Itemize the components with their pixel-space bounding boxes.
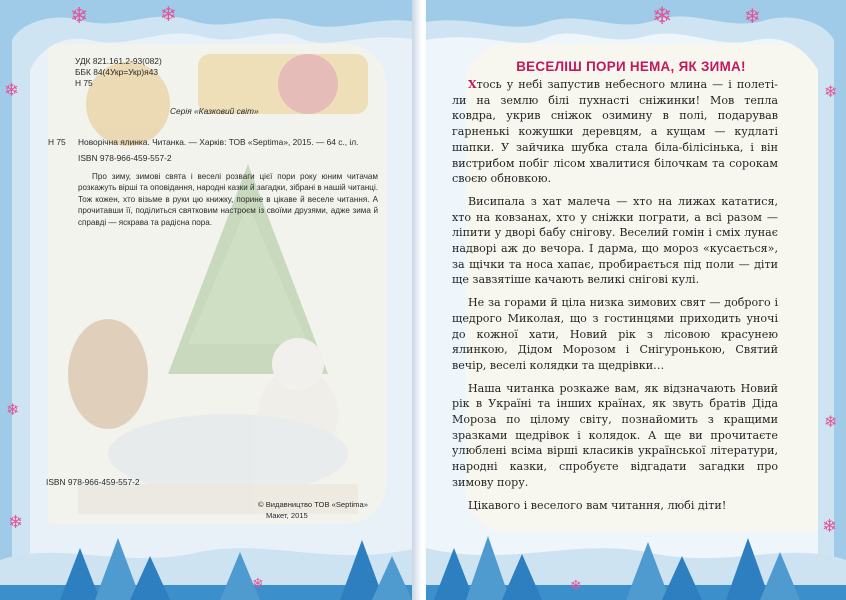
series-name: Серія «Казковий світ»	[170, 106, 259, 116]
page-title: ВЕСЕЛІШ ПОРИ НЕМА, ЯК ЗИМА!	[516, 59, 746, 74]
udk-code: УДК 821.161.2-93(082)	[75, 56, 162, 66]
paragraph-3: Не за горами й ціла низка зимових свят — доброго і щедрого Миколая, що з гостинцями приходить уночі до кожної хати, Новий рік з лісовою красунею ялинкою, Дідом Морозом і Снігуронькою, Святий вечір, веселі колядки та щедрівки…	[452, 296, 778, 372]
snowflake-icon: ❄	[70, 4, 89, 29]
snowflake-icon: ❄	[6, 400, 20, 419]
paragraph-1-text: тось у небі запустив небесного млина — і полеті-ли на землю білі пухнасті сніжинки! Мов тепла ковдра, укрив сніжок озимину в полі, подарував гарненькі кожушки деревцям, а кущам — кудлаті шапки. У зайчика шубка стала біла-білісінька, і він вистрибом побіг лісом хвалитися білочкам та сорокам своєю обновкою.	[452, 78, 778, 186]
layout-credit: Макет, 2015	[266, 511, 308, 520]
snowflake-icon: ❄	[744, 4, 761, 28]
snowflake-icon: ❄	[652, 2, 673, 30]
author-sign: Н 75	[75, 78, 93, 88]
snowflake-icon: ❄	[824, 412, 838, 431]
bbk-code: ББК 84(4Укр=Укр)я43	[75, 67, 159, 77]
drop-cap: Х	[468, 78, 477, 91]
paragraph-2: Висипала з хат малеча — хто на лижах кататися, хто на ковзанах, хто у сніжки пограти, а всі разом — ліпити у дворі бабу снігову. Веселий гомін і сміх лунає надворі аж до вечора. І дарма, що мороз «кусається», за щічки та носа хапає, пробирається під поли — діти ще завзятіше качають великі снігові кулі.	[452, 194, 778, 287]
copyright-line: © Видавництво ТОВ «Septima»	[258, 500, 368, 509]
paragraph-5: Цікавого і веселого вам читання, любі діти!	[468, 498, 727, 512]
author-sign-code: Н 75	[48, 137, 66, 147]
annotation-paragraph: Про зиму, зимові свята і веселі розваги цієї пори року юним читачам розкажуть вірші та оповідання, народні казки й загадки, зібрані в нашій читанці. Тож кожен, хто візьме в руки цю книжку, поринe в цікаве й веселе читання. А прочитавши її, поділиться святковим настроєм із своїми друзями, адже зима й справді — яскрава та радісна пора.	[78, 172, 378, 227]
paragraph-1	[452, 77, 778, 187]
bibliographic-text: Новорічна ялинка. Читанка. — Харків: ТОВ «Septima», 2015. — 64 с., іл.	[78, 137, 359, 147]
left-page	[0, 0, 418, 600]
isbn-bottom: ISBN 978-966-459-557-2	[46, 477, 140, 487]
snowflake-icon: ❄	[570, 578, 582, 594]
snowflake-icon: ❄	[824, 82, 838, 101]
snowflake-icon: ❄	[822, 516, 838, 537]
isbn-top: ISBN 978-966-459-557-2	[78, 153, 172, 163]
snowflake-icon: ❄	[160, 2, 177, 26]
snowflake-icon: ❄	[8, 512, 24, 533]
snowflake-icon: ❄	[252, 576, 264, 592]
paragraph-4: Наша читанка розкаже вам, як відзначають Новий рік в Україні та інших країнах, як звуть братів Діда Мороза по цілому світу, познайомить з кращими зразками щедрівок і колядок. А ще ви прочитаєте улюблені всіма вірші класиків української літератури, народні казки, спробуєте відгадати загадки про зимову пору.	[452, 381, 778, 489]
snowflake-icon: ❄	[4, 80, 20, 101]
copyright-block	[258, 499, 368, 521]
body-text	[452, 77, 778, 520]
